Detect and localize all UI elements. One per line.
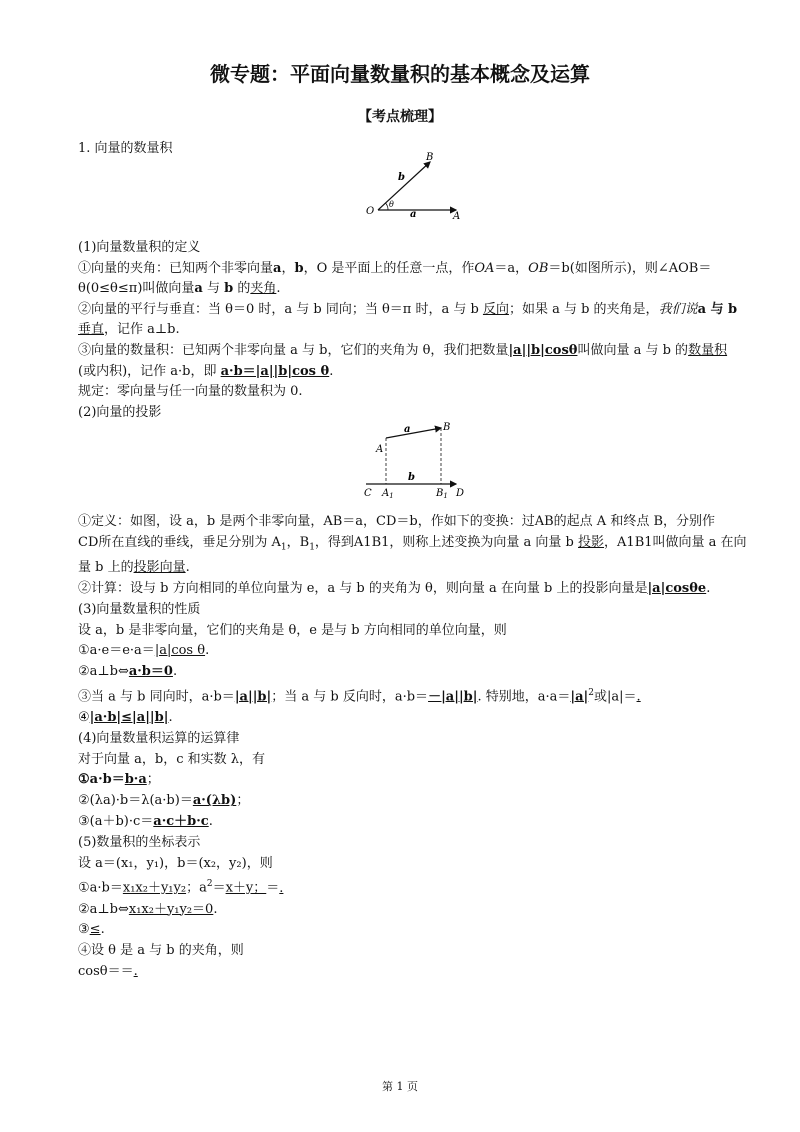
label-b: b [398, 172, 405, 183]
page-title: 微专题：平面向量数量积的基本概念及运算 [210, 62, 590, 86]
label-theta: θ [389, 200, 394, 209]
projection-def-line-2: CD所在直线的垂线，垂足分别为 $A_1$，$B_1$，得到A1B1，则称上述变换为向量 a 向量 b 投影，A1B1叫做向量 a 在向 [78, 534, 747, 553]
angle-def-line-1: ①向量的夹角：已知两个非零向量a，b，O 是平面上的任意一点，作OA＝a，OB＝b(如图所示)，则∠AOB＝ [78, 260, 712, 276]
properties-heading: (3)向量数量积的性质 [78, 601, 201, 617]
section-1-heading: 1. 向量的数量积 [78, 141, 173, 156]
property-4: ④|a·b|≤|a||b|. [78, 710, 173, 726]
coordinate-intro: 设 a＝(x₁，y₁)，b＝(x₂，y₂)，则 [78, 855, 273, 871]
label-B: B [443, 422, 451, 433]
label-a: a [410, 209, 417, 220]
angle-arc [386, 203, 389, 210]
dot-product-def-line-1: ③向量的数量积：已知两个非零向量 a 与 b，它们的夹角为 θ，我们把数量|a||b|cosθ叫做向量 a 与 b 的数量积 [78, 342, 728, 358]
properties-intro: 设 a，b 是非零向量，它们的夹角是 θ，e 是与 b 方向相同的单位向量，则 [78, 622, 507, 638]
angle-def-line-2: θ(0≤θ≤π)叫做向量a 与 b 的夹角. [78, 281, 281, 297]
section-heading: 【考点梳理】 [358, 109, 442, 125]
label-A1: $A_1$ [382, 488, 394, 500]
label-C: C [364, 488, 372, 499]
coordinate-2: ②a⊥b⇔x₁x₂＋y₁y₂＝0. [78, 901, 218, 917]
law-3: ③(a＋b)·c＝a·c＋b·c. [78, 814, 213, 830]
law-2: ②(λa)·b＝λ(a·b)＝a·(λb)； [78, 793, 250, 809]
parallel-perp-line-2: 垂直，记作 a⊥b. [78, 322, 180, 338]
projection-heading: (2)向量的投影 [78, 404, 162, 420]
def-heading: (1)向量数量积的定义 [78, 240, 201, 255]
property-3: ③当 a 与 b 同向时，a·b＝|a||b|；当 a 与 b 反向时，a·b＝－|a||b|. 特别地，$a\cdot a=|a|^2$或|a|＝. [78, 687, 641, 705]
projection-def-line-3: 量 b 上的投影向量. [78, 560, 190, 576]
vector-projection-figure [358, 418, 474, 500]
laws-heading: (4)向量数量积运算的运算律 [78, 730, 240, 746]
page-number: 第 1 页 [382, 1080, 418, 1093]
property-2: ②a⊥b⇔a·b＝0. [78, 664, 178, 680]
coordinate-heading: (5)数量积的坐标表示 [78, 834, 201, 850]
coordinate-1: ①a·b＝x₁x₂＋y₁y₂；$a^2=x+y$；＝. [78, 879, 284, 896]
coordinate-4: ④设 θ 是 a 与 b 的夹角，则 [78, 943, 244, 959]
label-B: B [426, 152, 434, 163]
vector-angle-figure [360, 150, 470, 222]
coordinate-5: cosθ＝＝. [78, 963, 138, 979]
coordinate-3: ③≤. [78, 922, 105, 938]
label-a: a [404, 424, 411, 435]
projection-calc: ②计算：设与 b 方向相同的单位向量为 e，a 与 b 的夹角为 θ，则向量 a 在向量 b 上的投影向量是|a|cosθe. [78, 580, 711, 596]
label-O: O [366, 206, 375, 217]
zero-vector-rule: 规定：零向量与任一向量的数量积为 0. [78, 384, 303, 400]
property-1: ①a·e＝e·a＝|a|cos θ. [78, 643, 210, 659]
dot-product-def-line-2: (或内积)，记作 a·b，即 a·b＝|a||b|cos θ. [78, 363, 334, 379]
label-A: A [376, 444, 384, 455]
label-D: D [456, 488, 465, 499]
label-b: b [408, 472, 415, 483]
label-B1: $B_1$ [436, 488, 448, 500]
law-1: ①a·b＝b·a； [78, 772, 160, 788]
parallel-perp-line-1: ②向量的平行与垂直：当 θ＝0 时，a 与 b 同向；当 θ＝π 时，a 与 b 反向；如果 a 与 b 的夹角是，我们说a 与 b [78, 301, 738, 317]
vector-AB-arrow [386, 428, 441, 438]
projection-def-line-1: ①定义：如图，设 a，b 是两个非零向量，AB＝a，CD＝b，作如下的变换：过AB的起点 A 和终点 B，分别作 [78, 514, 716, 529]
label-A: A [453, 211, 461, 222]
laws-intro: 对于向量 a，b，c 和实数 λ，有 [78, 751, 265, 767]
